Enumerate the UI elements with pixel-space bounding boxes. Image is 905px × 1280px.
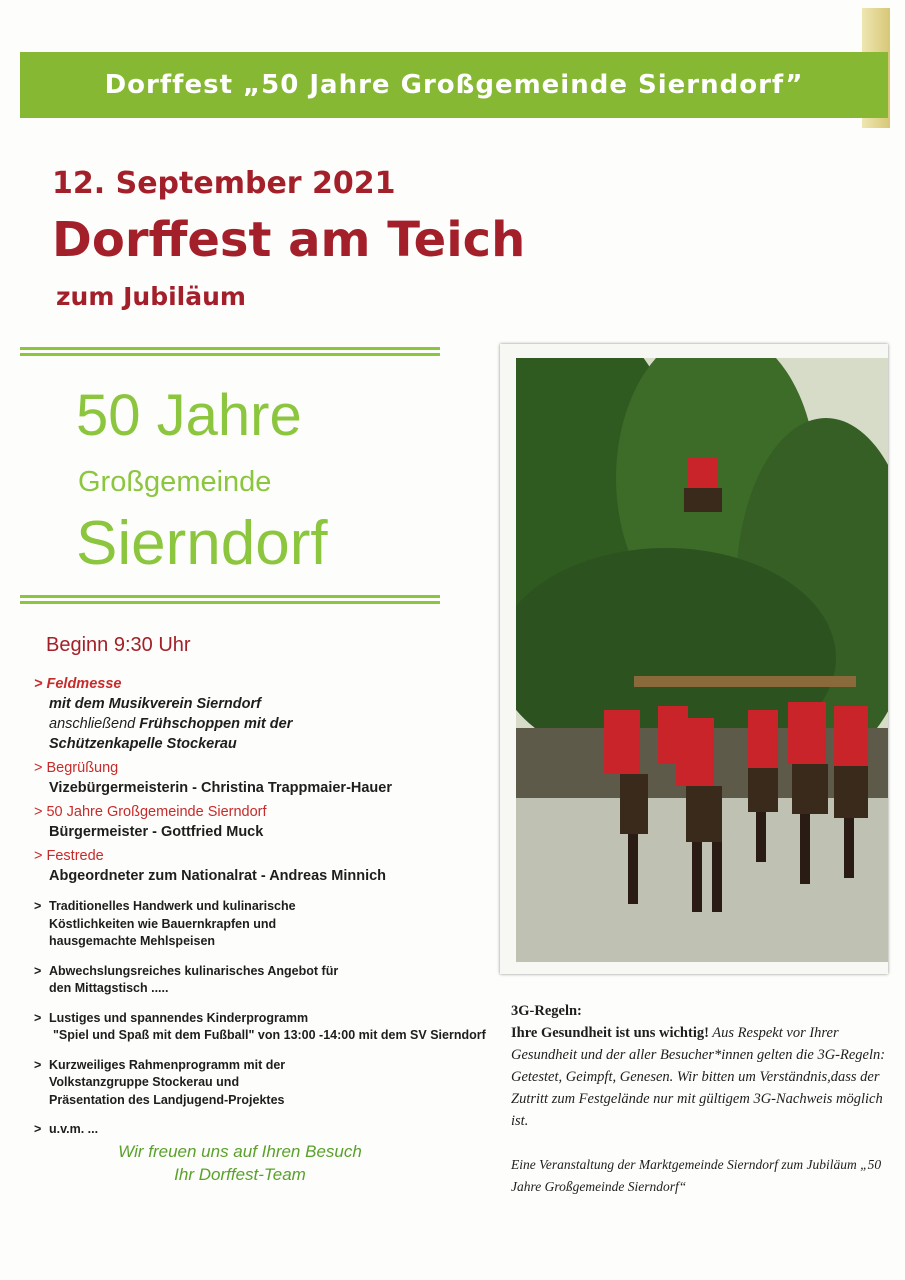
feldmesse-line-1: mit dem Musikverein Sierndorf [49,696,261,712]
3g-rules-text [511,1022,901,1132]
3g-rules-lead: Ihre Gesundheit ist uns wichtig! [511,1025,709,1041]
bullet-rahmenprogramm-text: Kurzweiliges Rahmenprogramm mit der Volkstanzgruppe Stockerau und Präsentation des Landjugend-Projektes [49,1057,286,1107]
bullet-handwerk-text: Traditionelles Handwerk und kulinarische Köstlichkeiten wie Bauernkrapfen und hausgemachte Mehlspeisen [49,899,296,948]
program-item-begruessung [34,758,484,798]
bullet-marker: > [34,1010,42,1025]
program-list [34,674,484,1139]
program-bullet-kinder [34,1010,484,1045]
closing-line-2: Ihr Dorffest-Team [174,1165,306,1184]
bullet-kinder-line-1: Lustiges und spannendes Kinderprogramm [49,1010,309,1025]
maypole-dance-photo [516,358,888,962]
banner-text: Dorffest „50 Jahre Großgemeinde Sierndorf” [104,70,804,100]
program-bullet-handwerk [34,898,484,951]
bullet-marker: > [34,1122,42,1136]
logo-line-years: 50 Jahre [76,383,302,448]
event-subtitle: zum Jubiläum [56,282,246,311]
program-item-feldmesse [34,674,484,754]
logo-line-municipality: Großgemeinde [78,466,272,498]
program-bullet-rahmenprogramm [34,1057,484,1110]
logo-line-town: Sierndorf [76,509,328,578]
feldmesse-line-2a: anschließend [49,716,136,732]
bullet-marker: > [34,1057,42,1072]
closing-message [60,1140,420,1186]
logo-rule-top [20,347,440,362]
bullet-marker: > [34,963,42,978]
jubilaeum-label: > 50 Jahre Großgemeinde Sierndorf [34,804,267,820]
jubilaeum-person: Bürgermeister - Gottfried Muck [49,824,264,840]
closing-line-1: Wir freuen uns auf Ihren Besuch [118,1142,362,1161]
begruessung-label: > Begrüßung [34,760,119,776]
bullet-marker: > [34,899,42,913]
photo-frame [500,344,888,974]
3g-rules-block [511,1000,901,1198]
event-date: 12. September 2021 [52,166,396,201]
program-item-jubilaeum [34,802,484,842]
logo-rule-bottom [20,595,440,610]
3g-rules-heading: 3G-Regeln: [511,1003,582,1019]
feldmesse-line-2 [34,714,484,734]
festrede-label: > Festrede [34,848,104,864]
organizer-note: Eine Veranstaltung der Marktgemeinde Sierndorf zum Jubiläum „50 Jahre Großgemeinde Sierndorf“ [511,1157,882,1194]
program-bullet-uvm [34,1121,484,1139]
bullet-kulinarisch-text: Abwechslungsreiches kulinarisches Angebot für den Mittagstisch ..... [49,963,339,995]
begruessung-person: Vizebürgermeisterin - Christina Trappmaier-Hauer [49,780,393,796]
event-banner [20,52,888,118]
start-time: Beginn 9:30 Uhr [46,634,191,656]
feldmesse-label: > Feldmesse [34,676,122,692]
bullet-kinder-line-2: "Spiel und Spaß mit dem Fußball" von 13:00 -14:00 mit dem SV Sierndorf [53,1028,486,1042]
program-bullet-kulinarisch [34,963,484,998]
event-title: Dorffest am Teich [52,212,526,268]
bullet-uvm-text: u.v.m. ... [49,1122,99,1136]
feldmesse-line-3: Schützenkapelle Stockerau [49,736,237,752]
festrede-person: Abgeordneter zum Nationalrat - Andreas Minnich [49,868,387,884]
feldmesse-line-2b: Frühschoppen mit der [135,716,293,732]
bullet-kinder-text [49,1010,486,1045]
3g-rules-body: Aus Respekt vor Ihrer Gesundheit und der aller Besucher*innen gelten die 3G-Regeln: Getestet, Geimpft, Genesen. Wir bitten um Verständnis,dass der Zutritt zum Festgelände nur mit gültigem 3G-Nachweis möglich ist. [511,1025,886,1129]
program-item-festrede [34,846,484,886]
